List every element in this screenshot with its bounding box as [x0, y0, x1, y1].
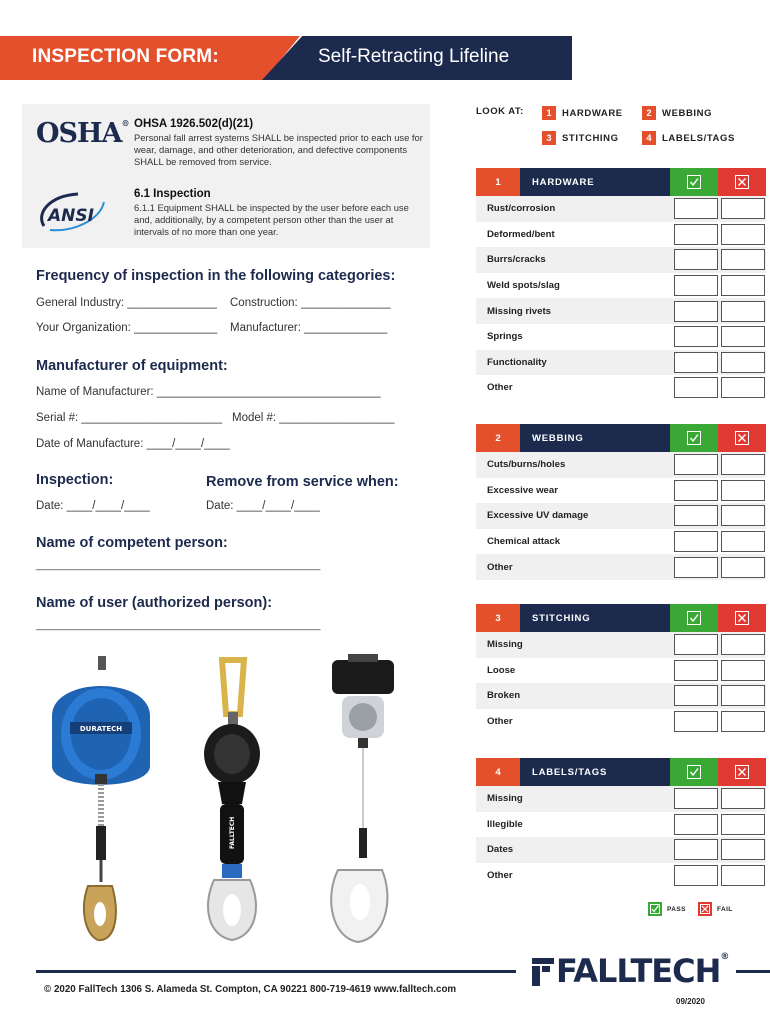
- your-organization-field[interactable]: Your Organization: _____________: [36, 322, 218, 334]
- checklist-panel-stitching: [476, 604, 766, 734]
- inspection-date-field[interactable]: Date: ____/____/____: [36, 500, 150, 512]
- checklist-item-label: Springs: [487, 331, 523, 343]
- look-at-num-3: 3: [542, 131, 556, 145]
- pass-checkbox[interactable]: [674, 634, 718, 655]
- osha-logo: OSHA®: [36, 118, 129, 149]
- general-industry-field[interactable]: General Industry: ______________: [36, 297, 217, 309]
- competent-person-heading: Name of competent person:: [36, 535, 228, 551]
- checklist-row: [476, 222, 766, 248]
- checklist-item-label: Broken: [487, 690, 521, 702]
- panel-title: LABELS/TAGS: [520, 758, 670, 786]
- checklist-item-label: Other: [487, 870, 513, 882]
- checklist-row: [476, 196, 766, 222]
- look-at-text-2: WEBBING: [662, 107, 713, 119]
- look-at-hardware: [542, 106, 623, 120]
- pass-checkbox[interactable]: [674, 224, 718, 245]
- fail-checkbox[interactable]: [721, 224, 765, 245]
- fail-checkbox[interactable]: [721, 865, 765, 886]
- serial-field[interactable]: Serial #: ______________________: [36, 412, 223, 424]
- duratech-srl-image: [40, 656, 160, 946]
- x-icon: [735, 611, 749, 625]
- construction-field[interactable]: Construction: ______________: [230, 297, 391, 309]
- panel-number: 3: [476, 604, 520, 632]
- pass-legend-text: PASS: [667, 905, 686, 913]
- checklist-item-label: Other: [487, 716, 513, 728]
- ansi-heading: 6.1 Inspection: [134, 188, 211, 200]
- fail-checkbox[interactable]: [721, 505, 765, 526]
- checklist-item-label: Weld spots/slag: [487, 280, 560, 292]
- footer-date: 09/2020: [676, 997, 705, 1006]
- panel-header: [476, 168, 766, 196]
- checklist-panel-hardware: [476, 168, 766, 401]
- user-heading: Name of user (authorized person):: [36, 595, 273, 611]
- checklist-item-label: Missing: [487, 639, 523, 651]
- checklist-row: [476, 658, 766, 684]
- look-at-labels-tags: [642, 131, 735, 145]
- fail-checkbox[interactable]: [721, 352, 765, 373]
- panel-header: [476, 424, 766, 452]
- manufacturer-heading: Manufacturer of equipment:: [36, 358, 228, 374]
- panel-title: WEBBING: [520, 424, 670, 452]
- footer-divider-right: [736, 970, 770, 973]
- checklist-row: [476, 529, 766, 555]
- checklist-row: [476, 273, 766, 299]
- checklist-row: [476, 554, 766, 580]
- duratech-label: DURATECH: [79, 725, 123, 733]
- pass-checkbox[interactable]: [674, 660, 718, 681]
- panel-title: HARDWARE: [520, 168, 670, 196]
- checklist-item-label: Functionality: [487, 356, 547, 368]
- fail-checkbox[interactable]: [721, 249, 765, 270]
- look-at-text-1: HARDWARE: [562, 107, 623, 119]
- x-icon: [735, 765, 749, 779]
- footer-divider: [36, 970, 516, 973]
- checklist-row: [476, 709, 766, 735]
- look-at-num-1: 1: [542, 106, 556, 120]
- checklist-row: [476, 683, 766, 709]
- osha-text: Personal fall arrest systems SHALL be inspected prior to each use for wear, damage, and other deterioration, and defective components SHALL be removed from service.: [134, 132, 423, 167]
- manufacturer-frequency-field[interactable]: Manufacturer: _____________: [230, 322, 388, 334]
- check-icon: [687, 611, 701, 625]
- checklist-item-label: Cuts/burns/holes: [487, 459, 566, 471]
- falltech-label: FALLTECH: [229, 816, 236, 849]
- pass-checkbox[interactable]: [674, 505, 718, 526]
- checklist-item-label: Excessive wear: [487, 484, 558, 496]
- checklist-row: [476, 298, 766, 324]
- pass-checkbox[interactable]: [674, 480, 718, 501]
- fail-checkbox[interactable]: [721, 634, 765, 655]
- ansi-logo: [34, 190, 108, 234]
- pass-checkbox[interactable]: [674, 198, 718, 219]
- inspection-heading: Inspection:: [36, 472, 114, 488]
- checklist-panel-labels-tags: [476, 758, 766, 888]
- fail-column-header: [718, 424, 766, 452]
- pass-column-header: [670, 604, 718, 632]
- pass-legend: [648, 902, 686, 916]
- pass-column-header: [670, 168, 718, 196]
- fail-column-header: [718, 604, 766, 632]
- look-at-webbing: [642, 106, 712, 120]
- fail-checkbox[interactable]: [721, 301, 765, 322]
- checklist-row: [476, 863, 766, 889]
- remove-date-field[interactable]: Date: ____/____/____: [206, 500, 320, 512]
- checklist-item-label: Chemical attack: [487, 536, 561, 548]
- look-at-num-4: 4: [642, 131, 656, 145]
- fail-checkbox[interactable]: [721, 531, 765, 552]
- checklist-row: [476, 503, 766, 529]
- look-at-label: LOOK AT:: [476, 106, 524, 117]
- checklist-row: [476, 247, 766, 273]
- fail-checkbox[interactable]: [721, 480, 765, 501]
- falltech-logo-icon: [530, 954, 556, 988]
- checklist-row: [476, 452, 766, 478]
- checklist-item-label: Rust/corrosion: [487, 203, 556, 215]
- checklist-item-label: Burrs/cracks: [487, 254, 546, 266]
- fail-checkbox[interactable]: [721, 377, 765, 398]
- checklist-item-label: Missing: [487, 793, 523, 805]
- check-icon: [687, 431, 701, 445]
- checklist-item-label: Loose: [487, 664, 516, 676]
- competent-person-field[interactable]: ______________________________________________________: [36, 560, 321, 571]
- checklist-row: [476, 350, 766, 376]
- panel-number: 2: [476, 424, 520, 452]
- fail-legend-icon: [698, 902, 712, 916]
- frequency-heading: Frequency of inspection in the following categories:: [36, 268, 396, 284]
- checklist-row: [476, 478, 766, 504]
- checklist-row: [476, 324, 766, 350]
- fail-checkbox[interactable]: [721, 660, 765, 681]
- checklist-item-label: Missing rivets: [487, 305, 551, 317]
- footer-contact: © 2020 FallTech 1306 S. Alameda St. Compton, CA 90221 800-719-4619 www.falltech.com: [44, 984, 457, 995]
- checklist-item-label: Illegible: [487, 818, 523, 830]
- falltech-personal-srl-image: [192, 654, 272, 944]
- user-name-field[interactable]: ______________________________________________________: [36, 620, 321, 631]
- model-field[interactable]: Model #: __________________: [232, 412, 395, 424]
- pass-checkbox[interactable]: [674, 352, 718, 373]
- pass-checkbox[interactable]: [674, 839, 718, 860]
- check-icon: [687, 175, 701, 189]
- look-at-num-2: 2: [642, 106, 656, 120]
- fail-legend: [698, 902, 733, 916]
- checklist-row: [476, 837, 766, 863]
- fail-column-header: [718, 168, 766, 196]
- form-subtitle: Self-Retracting Lifeline: [318, 46, 510, 67]
- check-icon: [687, 765, 701, 779]
- panel-number: 1: [476, 168, 520, 196]
- fail-column-header: [718, 758, 766, 786]
- fail-checkbox[interactable]: [721, 839, 765, 860]
- panel-header: [476, 758, 766, 786]
- fail-checkbox[interactable]: [721, 557, 765, 578]
- checklist-item-label: Other: [487, 561, 513, 573]
- pass-checkbox[interactable]: [674, 531, 718, 552]
- checklist-row: [476, 812, 766, 838]
- pass-checkbox[interactable]: [674, 685, 718, 706]
- look-at-stitching: [542, 131, 619, 145]
- pass-checkbox[interactable]: [674, 557, 718, 578]
- ansi-logo-text: ANSI: [48, 206, 94, 226]
- standards-box: [22, 104, 430, 248]
- checklist-item-label: Deformed/bent: [487, 228, 555, 240]
- fail-checkbox[interactable]: [721, 814, 765, 835]
- pass-checkbox[interactable]: [674, 788, 718, 809]
- panel-rows: [476, 632, 766, 734]
- checklist-panel-webbing: [476, 424, 766, 580]
- panel-rows: [476, 786, 766, 888]
- panel-rows: [476, 452, 766, 580]
- falltech-logo-text: FALLTECH: [556, 952, 721, 990]
- osha-heading: OHSA 1926.502(d)(21): [134, 118, 254, 130]
- checklist-row: [476, 786, 766, 812]
- panel-rows: [476, 196, 766, 401]
- pass-legend-icon: [648, 902, 662, 916]
- pass-checkbox[interactable]: [674, 814, 718, 835]
- panel-title: STITCHING: [520, 604, 670, 632]
- checklist-item-label: Excessive UV damage: [487, 510, 589, 522]
- x-icon: [735, 175, 749, 189]
- look-at-text-3: STITCHING: [562, 132, 619, 144]
- pass-checkbox[interactable]: [674, 301, 718, 322]
- manufacture-date-field[interactable]: Date of Manufacture: ____/____/____: [36, 438, 230, 450]
- x-icon: [735, 431, 749, 445]
- fail-checkbox[interactable]: [721, 711, 765, 732]
- checklist-item-label: Other: [487, 382, 513, 394]
- form-title: INSPECTION FORM:: [32, 46, 219, 67]
- ansi-text: 6.1.1 Equipment SHALL be inspected by the user before each use and, additionally, by a competent person other than the user at intervals of no more than one year.: [134, 202, 409, 237]
- panel-number: 4: [476, 758, 520, 786]
- falltech-logo: FALLTECH®: [530, 952, 728, 990]
- cable-srl-image: [318, 652, 408, 948]
- pass-checkbox[interactable]: [674, 377, 718, 398]
- fail-checkbox[interactable]: [721, 326, 765, 347]
- fail-legend-text: FAIL: [717, 905, 733, 913]
- fail-checkbox[interactable]: [721, 275, 765, 296]
- pass-checkbox[interactable]: [674, 326, 718, 347]
- pass-checkbox[interactable]: [674, 249, 718, 270]
- remove-heading: Remove from service when:: [206, 474, 399, 490]
- checklist-item-label: Dates: [487, 844, 514, 856]
- pass-checkbox[interactable]: [674, 275, 718, 296]
- checklist-row: [476, 632, 766, 658]
- fail-checkbox[interactable]: [721, 788, 765, 809]
- look-at-text-4: LABELS/TAGS: [662, 132, 735, 144]
- pass-checkbox[interactable]: [674, 454, 718, 475]
- manufacturer-name-field[interactable]: Name of Manufacturer: ___________________________________: [36, 386, 381, 398]
- fail-checkbox[interactable]: [721, 198, 765, 219]
- pass-column-header: [670, 758, 718, 786]
- checklist-row: [476, 375, 766, 401]
- panel-header: [476, 604, 766, 632]
- fail-checkbox[interactable]: [721, 454, 765, 475]
- pass-checkbox[interactable]: [674, 711, 718, 732]
- fail-checkbox[interactable]: [721, 685, 765, 706]
- header-banner: [0, 36, 770, 80]
- pass-column-header: [670, 424, 718, 452]
- pass-checkbox[interactable]: [674, 865, 718, 886]
